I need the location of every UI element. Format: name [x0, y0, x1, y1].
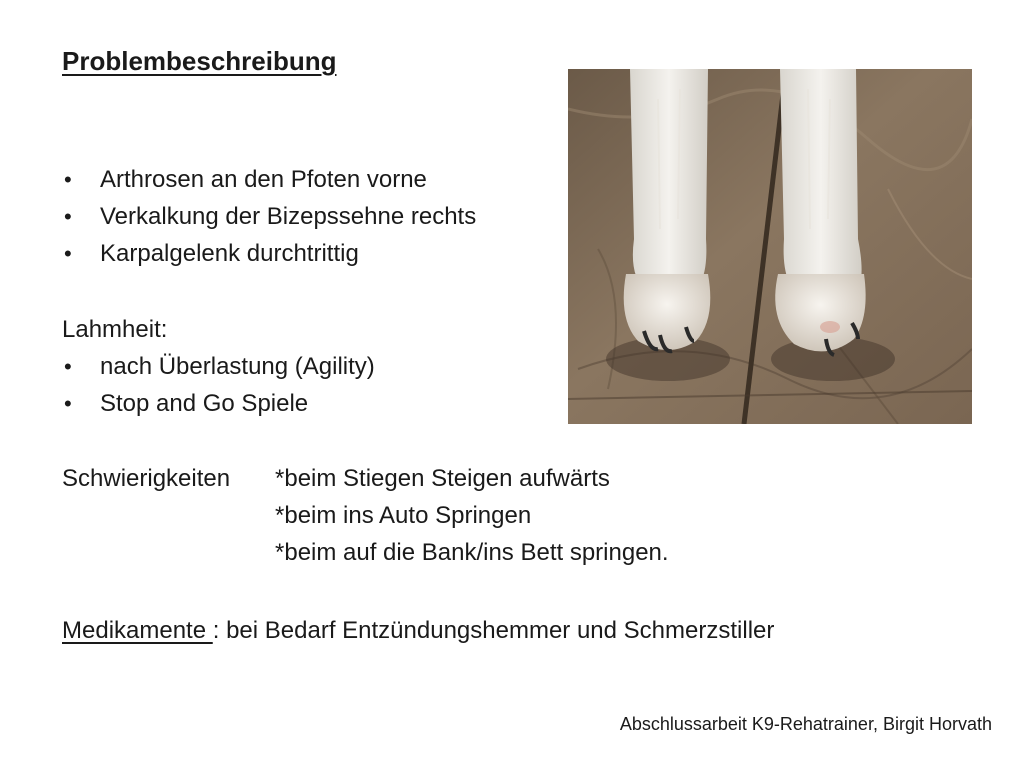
lahmheit-bullet-item — [62, 348, 375, 385]
lahmheit-bullet-list — [62, 348, 375, 422]
dog-front-paws-photo-icon — [568, 69, 972, 424]
bullet-text: Karpalgelenk durchtrittig — [100, 240, 359, 267]
bullet-dot-icon: • — [64, 391, 72, 416]
schwierigkeiten-item: *beim Stiegen Steigen aufwärts — [275, 465, 610, 492]
bullet-dot-icon: • — [64, 204, 72, 229]
slide-title: Problembeschreibung — [62, 46, 337, 76]
footer-credit: Abschlussarbeit K9-Rehatrainer, Birgit Horvath — [619, 714, 992, 734]
bullet-text: nach Überlastung (Agility) — [100, 353, 375, 380]
bullet-dot-icon: • — [64, 241, 72, 266]
dog-paws-photo — [568, 69, 972, 424]
bullet-text: Arthrosen an den Pfoten vorne — [100, 166, 427, 193]
schwierigkeiten-item: *beim auf die Bank/ins Bett springen. — [275, 539, 669, 566]
schwierigkeiten-label: Schwierigkeiten — [62, 465, 231, 492]
bullet-text: Verkalkung der Bizepssehne rechts — [100, 203, 477, 230]
bullet-dot-icon: • — [64, 167, 72, 192]
lahmheit-heading: Lahmheit: — [62, 316, 168, 343]
lahmheit-bullet-item — [62, 385, 375, 422]
problem-bullet-list — [62, 161, 476, 272]
problem-bullet-item — [62, 198, 476, 235]
medikamente-label: Medikamente — [62, 617, 213, 644]
problem-bullet-item — [62, 235, 476, 272]
bullet-text: Stop and Go Spiele — [100, 390, 309, 417]
schwierigkeiten-item: *beim ins Auto Springen — [275, 502, 532, 529]
medikamente-text: : bei Bedarf Entzündungshemmer und Schmerzstiller — [212, 617, 775, 644]
bullet-dot-icon: • — [64, 354, 72, 379]
problem-bullet-item — [62, 161, 476, 198]
medikamente-line — [62, 612, 774, 649]
